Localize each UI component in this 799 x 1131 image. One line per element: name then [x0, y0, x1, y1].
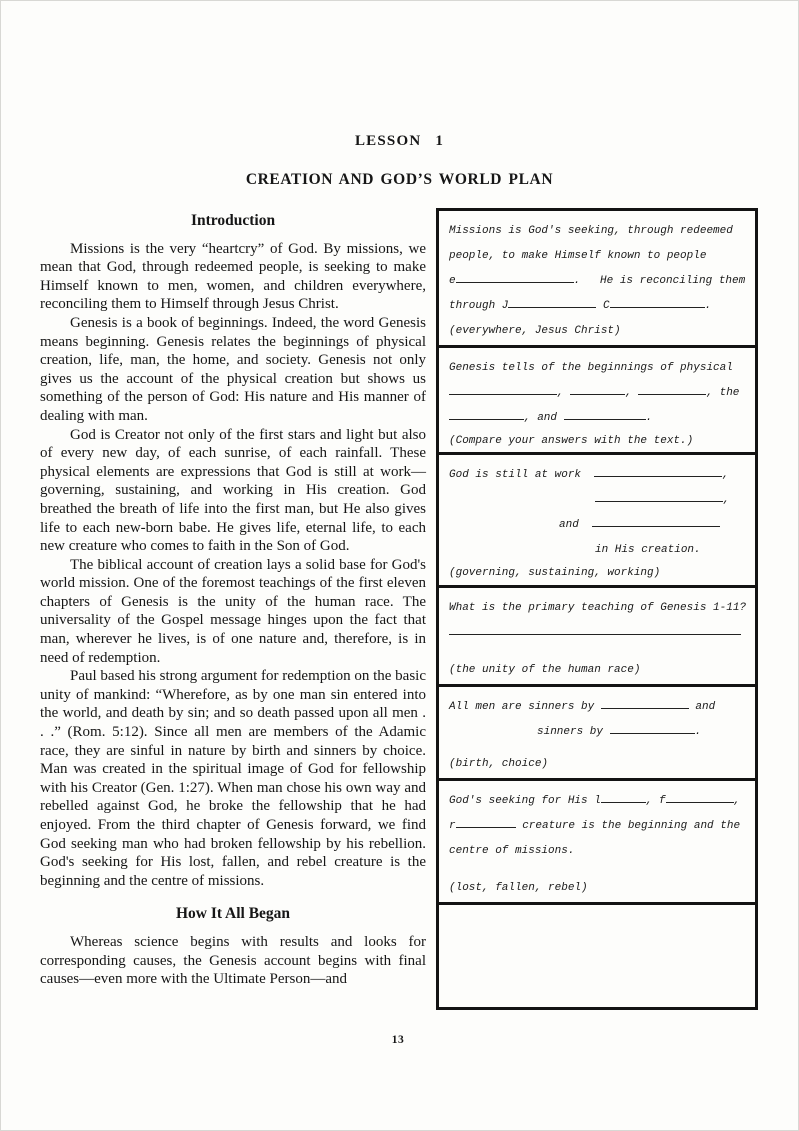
page-title: CREATION AND GOD’S WORLD PLAN	[245, 171, 554, 188]
answer-key: (everywhere, Jesus Christ)	[449, 325, 621, 337]
worksheet-text: ,	[557, 387, 571, 399]
fill-in-blank	[601, 791, 646, 803]
fill-in-blank	[449, 408, 524, 420]
fill-in-blank	[564, 408, 646, 420]
worksheet-text: .	[704, 300, 712, 312]
worksheet-line	[449, 720, 751, 745]
worksheet-line	[449, 244, 751, 269]
fill-in-blank	[449, 623, 741, 635]
worksheet-text: , the	[706, 387, 740, 399]
worksheet-text: e	[449, 275, 456, 287]
worksheet-box	[439, 588, 755, 687]
worksheet-text: God is still at work	[449, 469, 595, 481]
answer-key: (governing, sustaining, working)	[449, 567, 661, 579]
worksheet-text: .	[694, 726, 702, 738]
fill-in-blank	[595, 490, 723, 502]
page-number: 13	[391, 1034, 405, 1046]
worksheet-text: ,	[625, 387, 639, 399]
worksheet-line	[449, 538, 751, 563]
worksheet-box	[439, 455, 755, 588]
worksheet-text: C	[596, 300, 610, 312]
fill-in-blank	[570, 383, 625, 395]
worksheet-line	[449, 695, 751, 720]
section-heading-how-it-all-began: How It All Began	[175, 905, 291, 923]
page-footer	[0, 1034, 796, 1046]
worksheet-text: through J	[449, 300, 509, 312]
worksheet-text: , f	[645, 795, 666, 807]
fill-in-blank	[508, 296, 596, 308]
worksheet-text: in His creation.	[595, 544, 701, 556]
worksheet-text: and	[688, 701, 716, 713]
worksheet-line	[449, 219, 751, 244]
worksheet-line	[449, 269, 751, 294]
worksheet-line	[449, 406, 751, 431]
worksheet-line	[449, 513, 751, 538]
worksheet-text: God's seeking for His l	[449, 795, 601, 807]
worksheet-text: Missions is God's seeking, through redeemed	[449, 225, 733, 237]
worksheet-line	[449, 356, 751, 381]
worksheet-text: ,	[722, 469, 729, 481]
worksheet-text: creature is the beginning and the	[515, 820, 741, 832]
paragraph: The biblical account of creation lays a solid base for God's world mission. One of the foremost teachings of the first eleven chapters of Genesis is the unity of the human race. The universality of the Gospel message hinges upon the fact that man, wherever he lives, is of one nature and, therefore, is in need of redemption.	[40, 556, 426, 666]
worksheet-text: ,	[723, 494, 730, 506]
worksheet-text: . He is reconciling them	[573, 275, 746, 287]
worksheet-text: ,	[733, 795, 741, 807]
worksheet-line	[449, 381, 751, 406]
worksheet-line	[449, 596, 751, 621]
worksheet-line	[449, 488, 751, 513]
paragraph: God is Creator not only of the first stars and light but also of every new day, of each sunrise, of each rainfall. These physical elements are expressions that God is still at work—governing, sustaining, and working in His creation. God breathed the breath of life into the first man, but He also gives life to each new-born babe. He gives life, eternal life, to each new creature who comes to faith in the Son of God.	[40, 426, 426, 555]
fill-in-blank	[456, 816, 516, 828]
fill-in-blank	[592, 515, 720, 527]
answer-key: (Compare your answers with the text.)	[449, 435, 694, 447]
worksheet-text: sinners by	[537, 726, 610, 738]
paragraph: Paul based his strong argument for redemption on the basic unity of mankind: “Wherefore, as by one man sin entered into the world, and death by sin; and so death passed upon all men . . .” (Rom. 5:12). Since all men are members of the Adamic race, they are sinful in nature by birth and sinners by choice. Man was created in the spiritual image of God for fellowship with his Creator (Gen. 1:27). When man chose his own way and rebelled against God, he broke the fellowship that he had enjoyed. From the third chapter of Genesis forward, we find God seeking man who had broken fellowship by his rebellion. God's seeking for His lost, fallen, and rebel creature is the beginning and the centre of missions.	[40, 668, 426, 889]
worksheet-box	[439, 781, 755, 905]
worksheet-line	[449, 621, 751, 646]
worksheet-box	[439, 687, 755, 781]
answer-key: (birth, choice)	[449, 758, 549, 770]
worksheet-text: Genesis tells of the beginnings of physical	[449, 362, 733, 374]
worksheet-box	[439, 905, 755, 1007]
fill-in-blank	[610, 722, 695, 734]
worksheet-line	[449, 463, 751, 488]
worksheet-text: , and	[524, 412, 564, 424]
paragraph: Missions is the very “heartcry” of God. By missions, we mean that God, through redeemed people, is seeking to make Himself known to men, women, and children everywhere, reconciling them to Himself through Jesus Christ.	[40, 240, 426, 313]
fill-in-blank	[666, 791, 734, 803]
lesson-heading: LESSON 1	[354, 133, 445, 149]
worksheet-text: and	[559, 519, 593, 531]
worksheet-box	[439, 348, 755, 455]
paragraph: Whereas science begins with results and looks for corresponding causes, the Genesis account begins with final causes—even more with the Ultimate Person—and	[40, 933, 426, 988]
fill-in-blank	[610, 296, 705, 308]
worksheet-text: centre of missions.	[449, 845, 575, 857]
worksheet-text: All men are sinners by	[449, 701, 601, 713]
fill-in-blank	[601, 697, 689, 709]
fill-in-blank	[638, 383, 706, 395]
worksheet-line	[449, 814, 751, 839]
worksheet-line	[449, 789, 751, 814]
worksheet-text: people, to make Himself known to people	[449, 250, 707, 262]
fill-in-blank	[449, 383, 557, 395]
answer-key: (lost, fallen, rebel)	[449, 882, 588, 894]
fill-in-blank	[594, 465, 722, 477]
worksheet-text: What is the primary teaching of Genesis 1-11?	[449, 602, 747, 614]
fill-in-blank	[456, 271, 574, 283]
page-header	[0, 133, 799, 189]
worksheet-text: r	[449, 820, 456, 832]
article-column	[40, 212, 426, 989]
worksheet-text: .	[645, 412, 653, 424]
worksheet-line	[449, 839, 751, 864]
worksheet-box	[439, 211, 755, 348]
worksheet-column	[436, 208, 758, 1010]
answer-key: (the unity of the human race)	[449, 664, 641, 676]
section-heading-introduction: Introduction	[190, 212, 276, 229]
paragraph: Genesis is a book of beginnings. Indeed, the word Genesis means beginning. Genesis relates the beginnings of physical creation, life, man, the home, and society. Genesis not only gives us the account of the physical creation but shows us something of the person of God: His nature and His manner of dealing with man.	[40, 314, 426, 424]
worksheet-line	[449, 294, 751, 319]
